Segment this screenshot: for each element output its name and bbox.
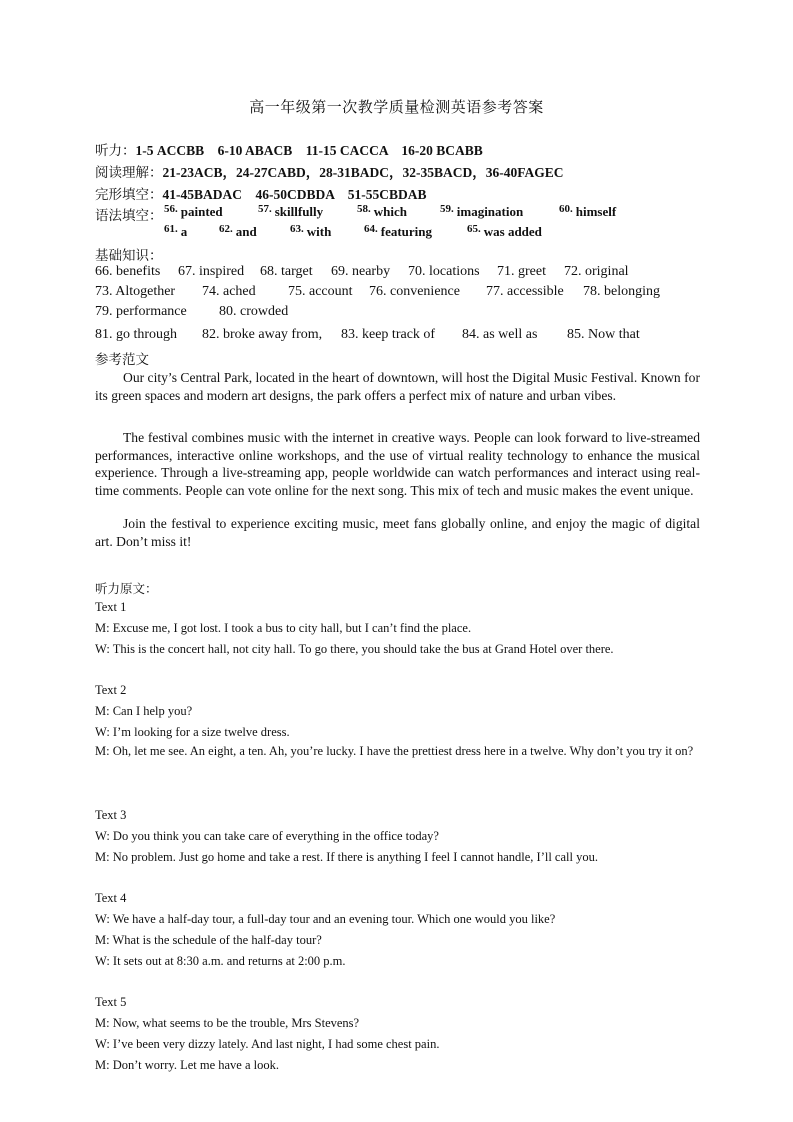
- transcript-label: 听力原文：: [95, 582, 158, 596]
- vocab-item: 78. belonging: [583, 284, 660, 299]
- dialogue-line: W: This is the concert hall, not city hall. To go there, you should take the bus at Grand Hotel over there.: [95, 642, 614, 656]
- vocab-item: 71. greet: [497, 264, 546, 279]
- cloze-answers: [95, 183, 427, 203]
- vocab-item: 83. keep track of: [341, 327, 436, 342]
- dialogue-line: M: Now, what seems to be the trouble, Mrs Stevens?: [95, 1016, 360, 1030]
- dialogue-line: W: I’m looking for a size twelve dress.: [95, 725, 290, 739]
- grammar-item: $^{63.}$ with: [290, 223, 332, 239]
- essay-paragraph: Join the festival to experience exciting music, meet fans globally online, and enjoy the magic of digital art. Don’t miss it!: [95, 516, 700, 549]
- listening-value: 1-5 ACCBB 6-10 ABACB 11-15 CACCA 16-20 BCABB: [135, 143, 483, 158]
- page-title: 高一年级第一次教学质量检测英语参考答案: [249, 100, 544, 116]
- basics-label: 基础知识：: [95, 248, 163, 263]
- grammar-label: 语法填空：: [95, 208, 163, 223]
- text-heading: Text 4: [95, 891, 127, 905]
- cloze-label: 完形填空：: [95, 187, 163, 202]
- grammar-item: $^{57.}$ skillfully: [258, 203, 324, 219]
- grammar-item: $^{58.}$ which: [357, 203, 407, 219]
- listening-label: 听力：: [95, 143, 136, 158]
- text-heading: Text 2: [95, 683, 127, 697]
- text-heading: Text 3: [95, 808, 127, 822]
- text-heading: Text 5: [95, 995, 127, 1009]
- vocab-item: 73. Altogether: [95, 284, 176, 299]
- vocab-item: 75. account: [288, 284, 353, 299]
- dialogue-line: W: It sets out at 8:30 a.m. and returns at 2:00 p.m.: [95, 954, 346, 968]
- vocab-item: 80. crowded: [219, 304, 289, 319]
- reading-answers: [95, 161, 564, 181]
- dialogue-line: M: Excuse me, I got lost. I took a bus to city hall, but I can’t find the place.: [95, 621, 472, 635]
- vocab-item: 76. convenience: [369, 284, 460, 299]
- dialogue-line: W: Do you think you can take care of everything in the office today?: [95, 829, 439, 843]
- vocab-item: 68. target: [260, 264, 313, 279]
- vocab-item: 85. Now that: [567, 327, 640, 342]
- dialogue-line: M: What is the schedule of the half-day tour?: [95, 933, 322, 947]
- reading-label: 阅读理解：: [95, 165, 163, 180]
- grammar-item: $^{59.}$ imagination: [440, 203, 524, 219]
- vocab-item: 81. go through: [95, 327, 178, 342]
- reading-value: 21-23ACB，24-27CABD，28-31BADC，32-35BACD，36-40FAGEC: [162, 165, 564, 180]
- essay-paragraph: Our city’s Central Park, located in the heart of downtown, will host the Digital Music Festival. Known for its green spaces and modern art designs, the park offers a perfect mix of nature and urban vibes.: [95, 370, 700, 403]
- grammar-item: $^{62.}$ and: [219, 223, 257, 239]
- vocab-item: 84. as well as: [462, 327, 538, 342]
- essay-label: 参考范文: [95, 352, 149, 367]
- dialogue-line: M: Oh, let me see. An eight, a ten. Ah, you’re lucky. I have the prettiest dress here in a twelve. Why don’t you try it on?: [95, 744, 694, 758]
- vocab-item: 74. ached: [202, 284, 256, 299]
- dialogue-line: M: Can I help you?: [95, 704, 193, 718]
- dialogue-line: W: We have a half-day tour, a full-day tour and an evening tour. Which one would you like?: [95, 912, 556, 926]
- grammar-item: $^{60.}$ himself: [559, 203, 617, 219]
- grammar-item: $^{61.}$ a: [164, 223, 188, 239]
- vocab-item: 66. benefits: [95, 264, 161, 279]
- dialogue-line: M: Don’t worry. Let me have a look.: [95, 1058, 279, 1072]
- dialogue-line: W: I’ve been very dizzy lately. And last night, I had some chest pain.: [95, 1037, 440, 1051]
- vocab-item: 79. performance: [95, 304, 187, 319]
- vocab-item: 72. original: [564, 264, 629, 279]
- grammar-item: $^{56.}$ painted: [164, 203, 223, 219]
- vocab-item: 77. accessible: [486, 284, 564, 299]
- text-heading: Text 1: [95, 600, 127, 614]
- dialogue-line: M: No problem. Just go home and take a rest. If there is anything I feel I cannot handle, I’ll call you.: [95, 850, 598, 864]
- essay-paragraph: The festival combines music with the internet in creative ways. People can look forward to live-streamed performances, interactive online workshops, and the use of virtual reality technology to enhance the musical experience. Through a live-streaming app, people worldwide can watch performances and interact using real-time comments. People can vote online for the next song. This mix of tech and music makes the event unique.: [95, 430, 700, 498]
- vocab-item: 70. locations: [408, 264, 480, 279]
- listening-answers: [95, 139, 483, 159]
- grammar-item: $^{65.}$ was added: [467, 223, 542, 239]
- vocab-item: 69. nearby: [331, 264, 391, 279]
- vocab-item: 82. broke away from,: [202, 327, 323, 342]
- grammar-item: $^{64.}$ featuring: [364, 223, 433, 239]
- vocab-item: 67. inspired: [178, 264, 245, 279]
- cloze-value: 41-45BADAC 46-50CDBDA 51-55CBDAB: [162, 187, 427, 202]
